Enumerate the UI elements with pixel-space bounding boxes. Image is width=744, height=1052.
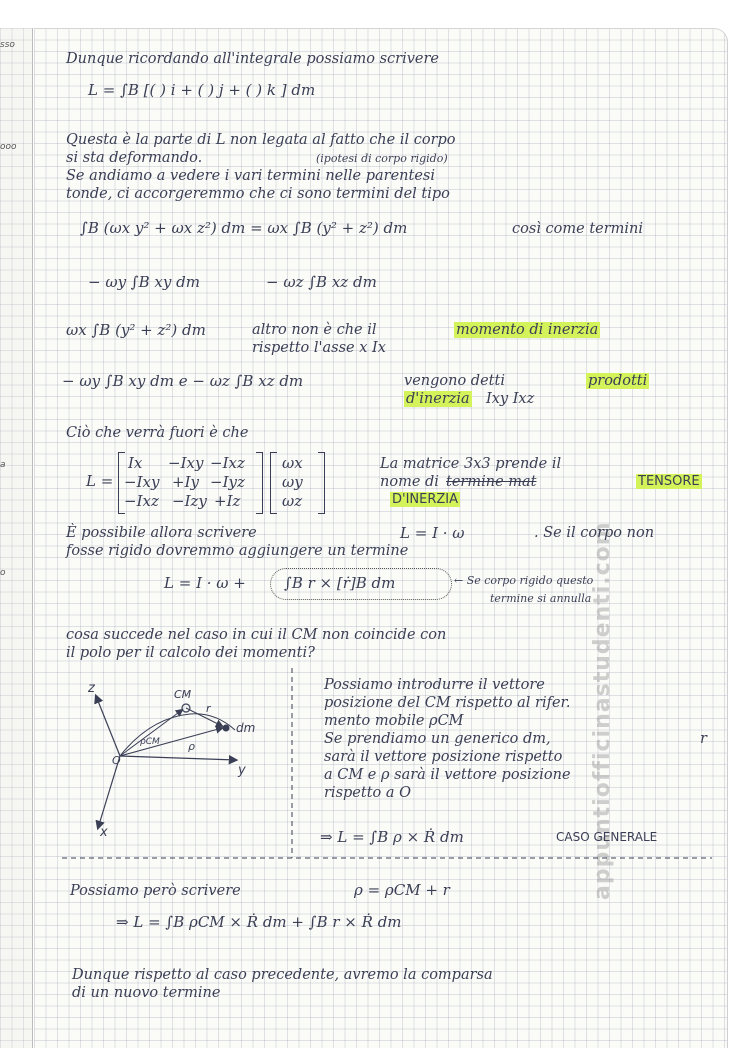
highlight-dinerzia: D'INERZIA <box>392 492 459 507</box>
highlight-inerzia: d'inerzia <box>406 391 470 407</box>
struck-text: termine mat <box>446 474 537 490</box>
dashed-separator-horizontal <box>62 856 712 860</box>
text-line: fosse rigido dovremmo aggiungere un termine <box>66 543 409 559</box>
equation-inline: L = I · ω <box>400 524 465 542</box>
equation-line: ωx ∫B (y² + z²) dm <box>66 321 206 339</box>
text-line: La matrice 3x3 prende il <box>380 456 562 472</box>
axis-z-line <box>96 696 120 756</box>
label-caso-generale: CASO GENERALE <box>556 830 658 844</box>
equation-term: ∫B r × [ṙ]B dm <box>284 574 396 592</box>
vector-bracket-left <box>270 452 277 514</box>
text-line: Dunque ricordando all'integrale possiamo scrivere <box>66 51 440 67</box>
text-line: È possibile allora scrivere <box>66 525 257 541</box>
text-line: Possiamo però scrivere <box>70 883 241 899</box>
rho-cm-vector <box>120 710 182 756</box>
equation-line: − ωy ∫B xy dm <box>88 273 200 291</box>
text-line: Questa è la parte di L non legata al fatto che il corpo <box>66 132 456 148</box>
highlight-tensore: TENSORE <box>638 474 700 489</box>
rho-vector <box>120 728 222 756</box>
dm-point <box>223 725 230 732</box>
vector-cell: ωy <box>282 473 303 491</box>
text-line: rispetto l'asse x Ix <box>252 340 386 356</box>
previous-page-edge <box>0 28 33 1048</box>
vector-symbol: r <box>700 731 707 747</box>
text-line: nome di <box>380 474 439 490</box>
text-line: vengono detti <box>404 373 505 389</box>
cm-label: CM <box>174 688 192 701</box>
text-line: tonde, ci accorgeremmo che ci sono termini del tipo <box>66 186 450 202</box>
matrix-cell: +Iz <box>214 492 241 510</box>
equation-line: ⇒ L = ∫B ρ × Ṙ dm <box>320 828 464 846</box>
highlighted-term <box>404 390 472 408</box>
highlight-momento-inerzia: momento di inerzia <box>456 322 599 338</box>
cm-position-diagram <box>60 668 300 840</box>
axis-x-label: x <box>100 825 108 840</box>
margin-fragment: o <box>0 568 6 578</box>
matrix-cell: −Ixy <box>168 454 204 472</box>
margin-fragment: a <box>0 460 6 470</box>
text-line: di un nuovo termine <box>72 985 221 1001</box>
equation-line: − ωy ∫B xy dm e − ωz ∫B xz dm <box>62 372 304 390</box>
matrix-cell: −Iyz <box>210 473 245 491</box>
text-line: cosa succede nel caso in cui il CM non coincide con <box>66 627 447 643</box>
text-line: a CM e ρ sarà il vettore posizione <box>324 767 571 783</box>
equation-line: ∫B (ωx y² + ωx z²) dm = ωx ∫B (y² + z²) dm <box>80 219 408 237</box>
annotation: ← Se corpo rigido questo <box>454 574 594 587</box>
matrix-cell: +Iy <box>172 473 199 491</box>
axis-z-label: z <box>88 681 95 696</box>
text-note: (ipotesi di corpo rigido) <box>316 152 448 165</box>
text-line: sarà il vettore posizione rispetto <box>324 749 563 765</box>
text-line: il polo per il calcolo dei momenti? <box>66 645 315 661</box>
equation-line: − ωz ∫B xz dm <box>266 273 377 291</box>
highlighted-term <box>636 473 702 491</box>
text-line: Possiamo introdurre il vettore <box>324 677 545 693</box>
rho-cm-label: ρCM <box>140 737 160 747</box>
text-line: Se prendiamo un generico dm, <box>324 731 551 747</box>
text-line: si sta deformando. <box>66 150 203 166</box>
matrix-lhs: L = <box>86 472 114 490</box>
matrix-bracket-right <box>256 452 263 514</box>
matrix-cell: −Ixy <box>124 473 160 491</box>
text-line: rispetto a O <box>324 785 412 801</box>
annotation: termine si annulla <box>490 592 592 605</box>
vector-cell: ωz <box>282 492 303 510</box>
text-line: altro non è che il <box>252 322 377 338</box>
trajectory-curve <box>120 714 235 756</box>
equation-line: ⇒ L = ∫B ρCM × Ṙ dm + ∫B r × Ṙ dm <box>116 913 402 931</box>
origin-label: O <box>112 754 121 767</box>
text-line: Ixy Ixz <box>486 391 535 407</box>
text-line: mento mobile ρCM <box>324 713 464 729</box>
matrix-cell: −Ixz <box>210 454 245 472</box>
dm-label: dm <box>236 721 256 735</box>
equation-line: L = ∫B [( ) i + ( ) j + ( ) k ] dm <box>88 81 316 99</box>
text-line: Dunque rispetto al caso precedente, avremo la comparsa <box>72 967 493 983</box>
margin-fragment: sso <box>0 40 15 50</box>
dashed-separator-vertical <box>290 668 294 858</box>
equation-line: L = I · ω + <box>164 574 246 592</box>
equation-inline: ρ = ρCM + r <box>354 881 450 899</box>
watermark: appuntiofficinastudenti.com <box>590 521 615 900</box>
r-label: r <box>206 702 211 715</box>
text-line: Se andiamo a vedere i vari termini nelle parentesi <box>66 168 435 184</box>
text-line: Ciò che verrà fuori è che <box>66 425 249 441</box>
vector-cell: ωx <box>282 454 303 472</box>
text-line: . Se il corpo non <box>534 525 655 541</box>
rho-label: ρ <box>188 740 195 753</box>
text-line: così come termini <box>512 221 644 237</box>
r-vector <box>186 708 222 726</box>
text-line: posizione del CM rispetto al rifer. <box>324 695 571 711</box>
matrix-cell: Ix <box>128 454 143 472</box>
axis-y-line <box>120 756 236 760</box>
margin-fragment: ooo <box>0 142 17 152</box>
highlighted-term <box>390 491 460 509</box>
matrix-cell: −Izy <box>172 492 207 510</box>
highlighted-term <box>586 372 649 390</box>
axis-y-label: y <box>238 763 246 778</box>
highlighted-term <box>454 321 600 339</box>
highlight-prodotti: prodotti <box>588 373 648 389</box>
vector-bracket-right <box>318 452 325 514</box>
matrix-cell: −Ixz <box>124 492 159 510</box>
